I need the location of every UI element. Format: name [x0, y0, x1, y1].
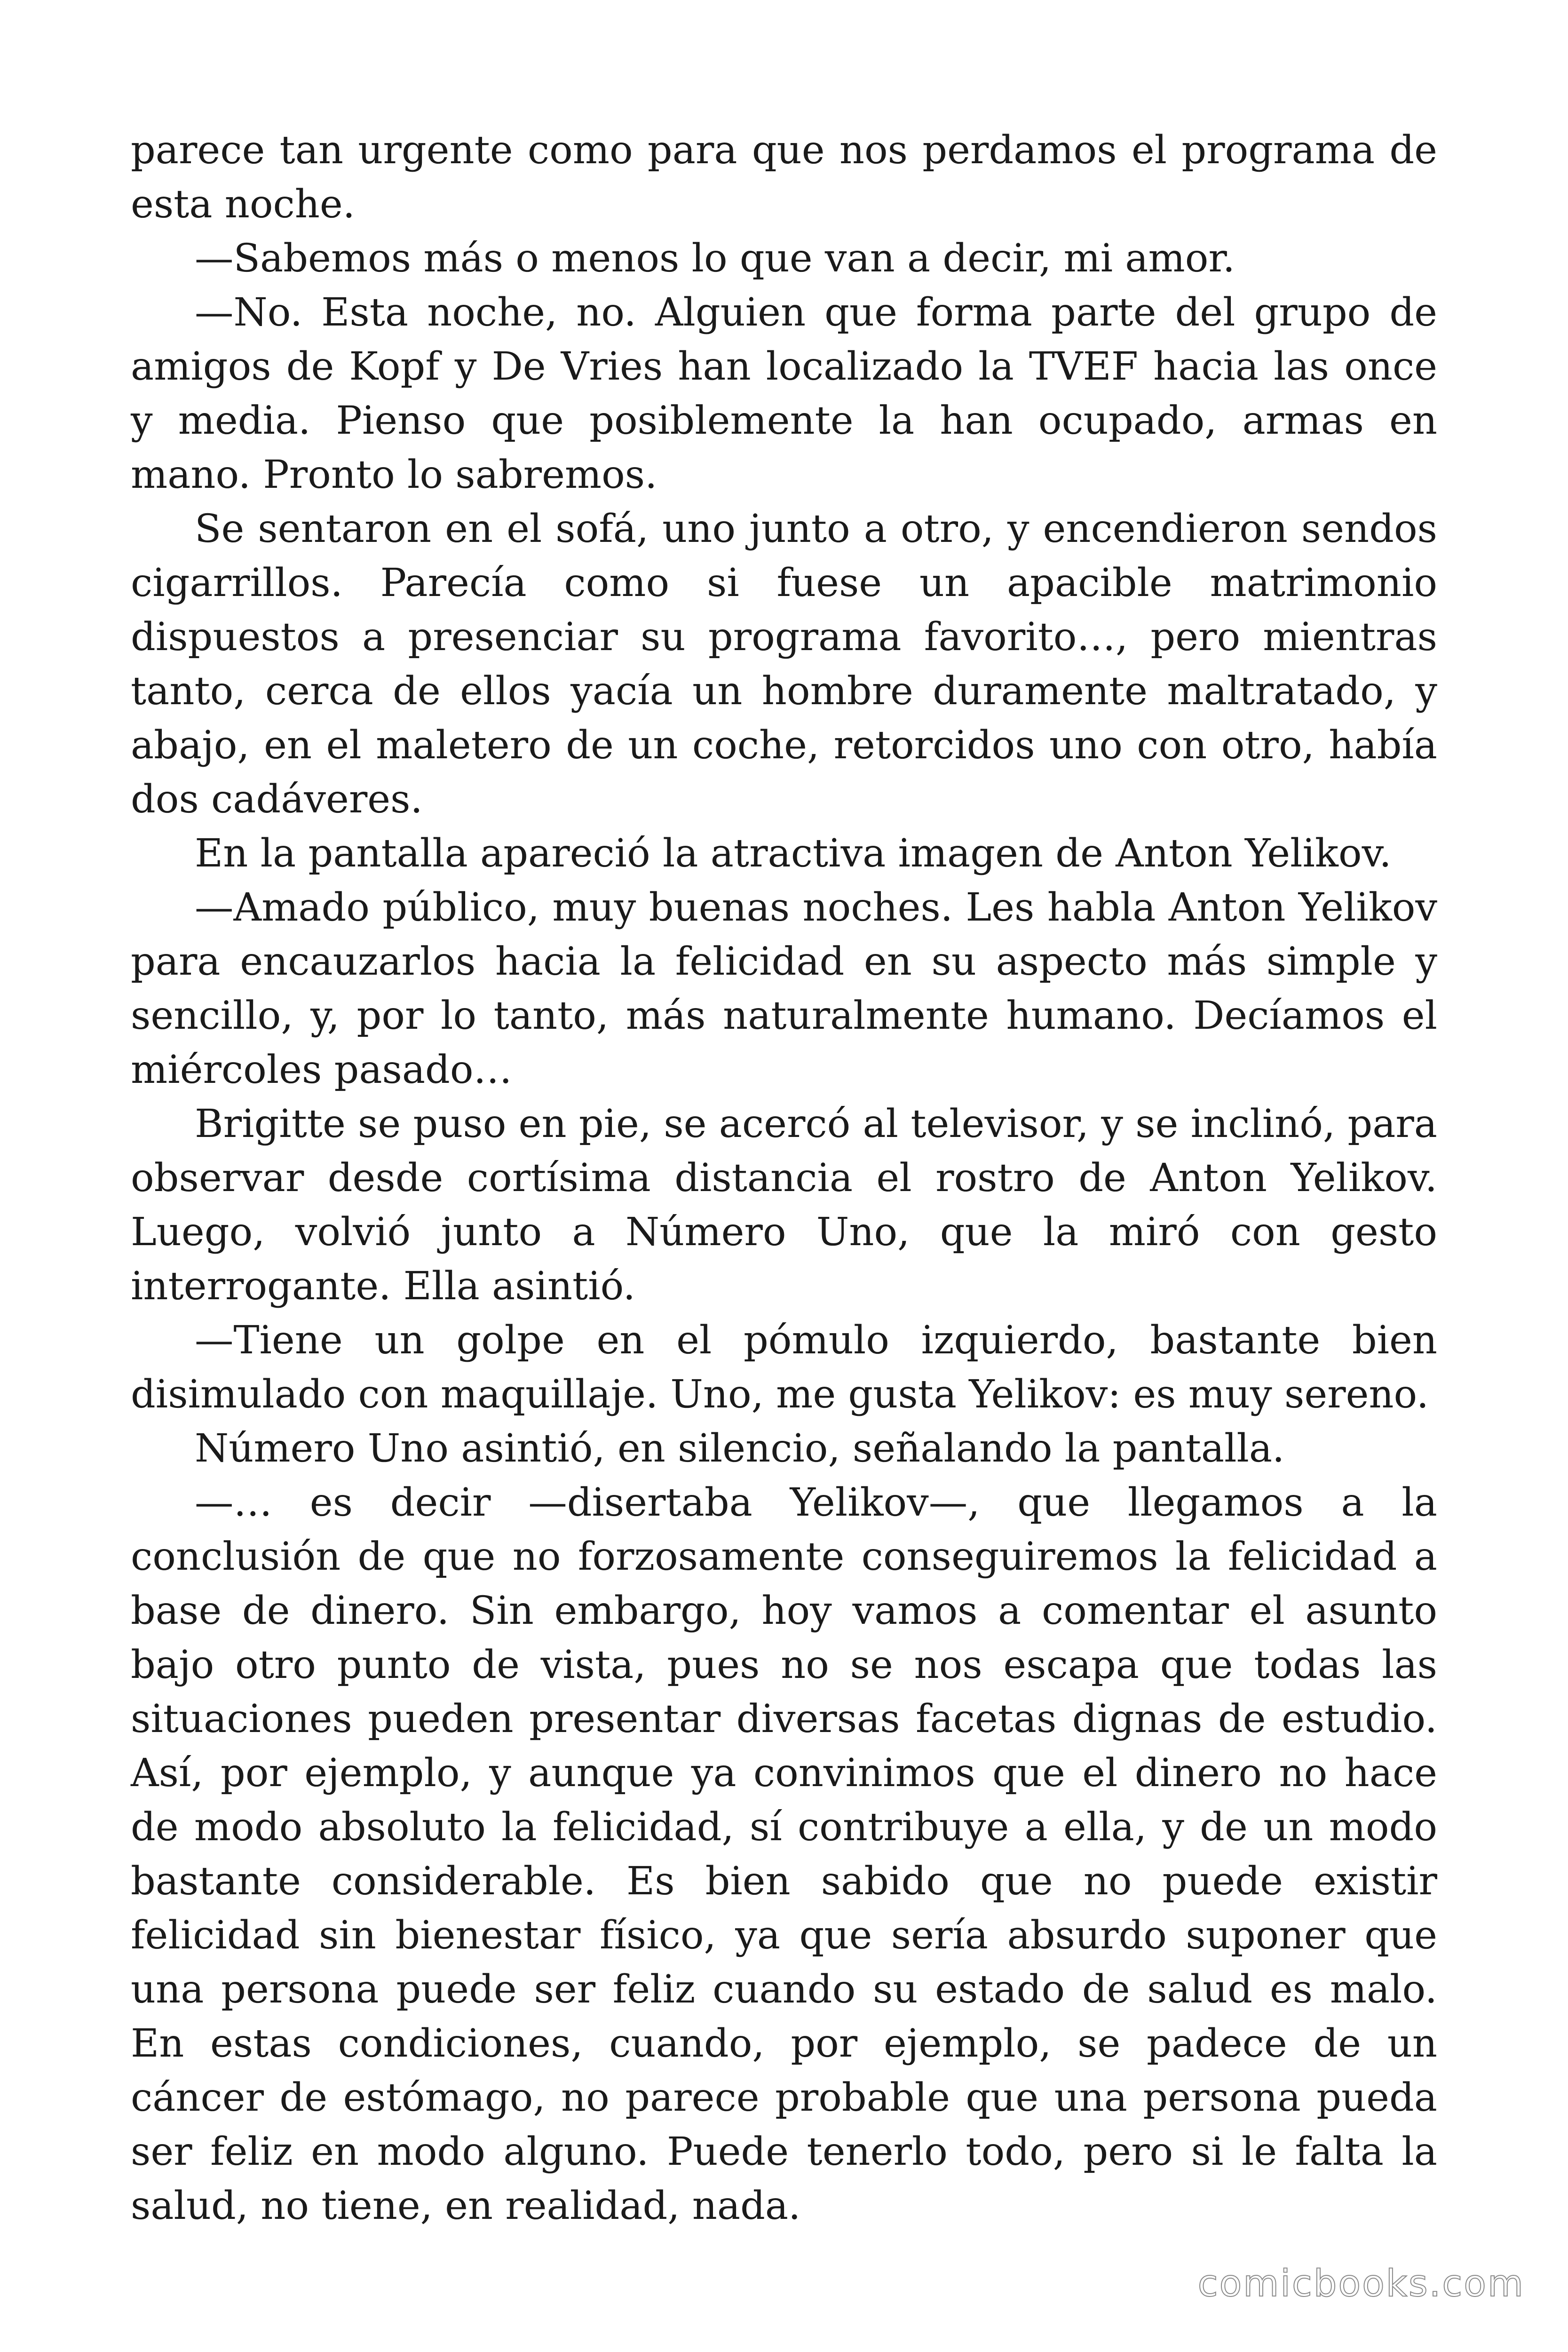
paragraph: Número Uno asintió, en silencio, señalando la pantalla.	[195, 1426, 1285, 1471]
paragraph: En la pantalla apareció la atractiva imagen de Anton Yelikov.	[195, 831, 1392, 876]
paragraph: —Amado público, muy buenas noches. Les habla Anton Yelikov para encauzarlos hacia la felicidad en su aspecto más simple y sencillo, y, por lo tanto, más naturalmente humano. Decíamos el miércoles pasado…	[131, 885, 1437, 1092]
paragraph: parece tan urgente como para que nos perdamos el programa de esta noche.	[131, 127, 1437, 227]
paragraph: —No. Esta noche, no. Alguien que forma parte del grupo de amigos de Kopf y De Vries han localizado la TVEF hacia las once y media. Pienso que posiblemente la han ocupado, armas en mano. Pronto lo sabremos.	[131, 290, 1437, 497]
book-page-text	[131, 123, 1437, 2233]
paragraph: Brigitte se puso en pie, se acercó al televisor, y se inclinó, para observar desde cortísima distancia el rostro de Anton Yelikov. Luego, volvió junto a Número Uno, que la miró con gesto interrogante. Ella asintió.	[131, 1101, 1437, 1309]
watermark: comicbooks.com	[1197, 2263, 1525, 2305]
paragraph: —… es decir —disertaba Yelikov—, que llegamos a la conclusión de que no forzosamente conseguiremos la felicidad a base de dinero. Sin embargo, hoy vamos a comentar el asunto bajo otro punto de vista, pues no se nos escapa que todas las situaciones pueden presentar diversas facetas dignas de estudio. Así, por ejemplo, y aunque ya convinimos que el dinero no hace de modo absoluto la felicidad, sí contribuye a ella, y de un modo bastante considerable. Es bien sabido que no puede existir felicidad sin bienestar físico, ya que sería absurdo suponer que una persona puede ser feliz cuando su estado de salud es malo. En estas condiciones, cuando, por ejemplo, se padece de un cáncer de estómago, no parece probable que una persona pueda ser feliz en modo alguno. Puede tenerlo todo, pero si le falta la salud, no tiene, en realidad, nada.	[131, 1480, 1437, 2228]
paragraph: Se sentaron en el sofá, uno junto a otro, y encendieron sendos cigarrillos. Parecía como si fuese un apacible matrimonio dispuestos a presenciar su programa favorito…, pero mientras tanto, cerca de ellos yacía un hombre duramente maltratado, y abajo, en el maletero de un coche, retorcidos uno con otro, había dos cadáveres.	[131, 506, 1437, 822]
paragraph: —Sabemos más o menos lo que van a decir, mi amor.	[195, 236, 1235, 281]
paragraph: —Tiene un golpe en el pómulo izquierdo, bastante bien disimulado con maquillaje. Uno, me gusta Yelikov: es muy sereno.	[131, 1318, 1437, 1417]
